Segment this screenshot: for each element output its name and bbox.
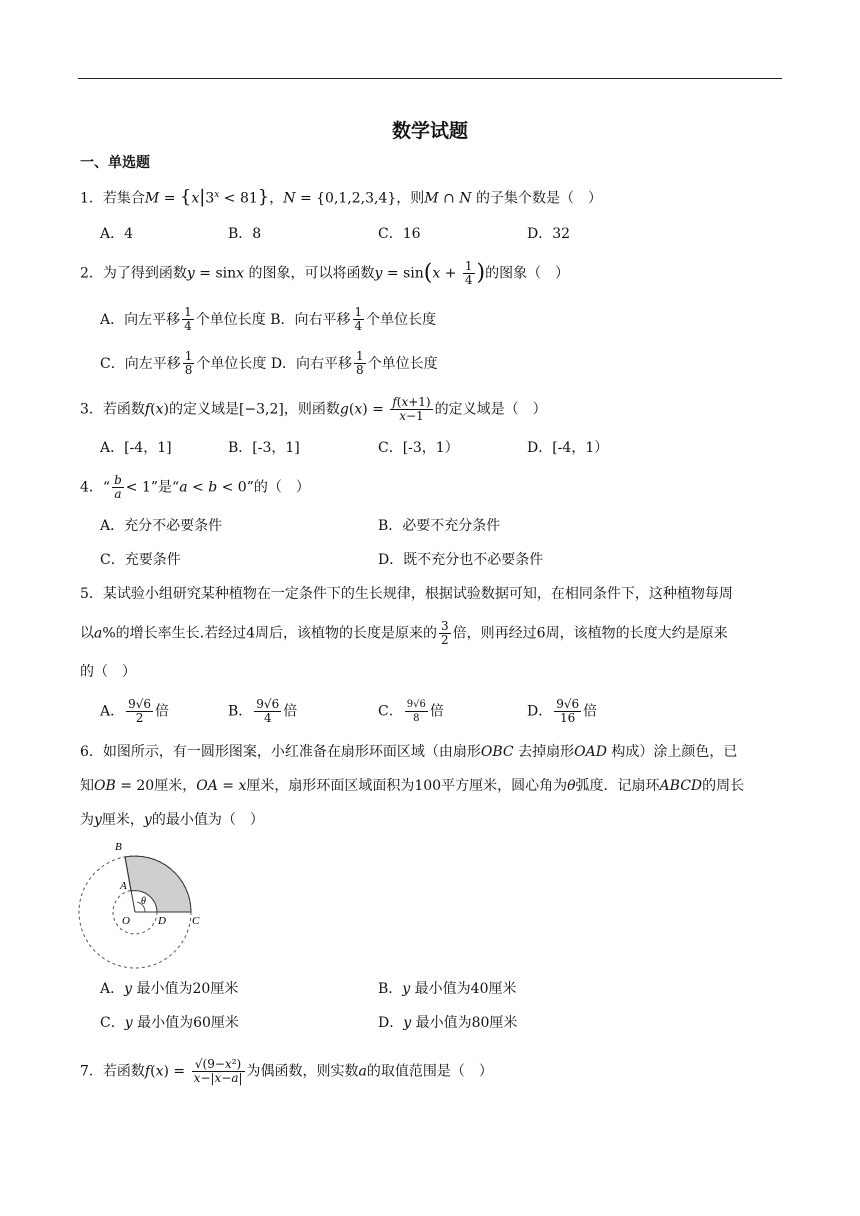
q4-option-a[interactable]: A．充分不必要条件 (100, 518, 223, 534)
q2-option-b[interactable]: B．向右平移 $\frac{1}{4}$ 个单位长度 (270, 305, 437, 333)
q2-option-c[interactable]: C．向左平移 $\frac{1}{8}$ 个单位长度 (100, 349, 267, 377)
header-rule (78, 78, 782, 79)
question-6-line-1: 6．如图所示，有一圆形图案，小红准备在扇形环面区域（由扇形OBC 去掉扇形OAD 构成）涂上颜色，已 (80, 744, 738, 760)
label-o: O (122, 915, 130, 927)
q5-option-a[interactable]: A． $\frac{9√6}{2}$ 倍 (100, 697, 170, 725)
q1-option-b[interactable]: B．8 (228, 226, 262, 242)
q2-option-a[interactable]: A．向左平移 $\frac{1}{4}$ 个单位长度 (100, 305, 266, 333)
label-b: B (115, 841, 122, 853)
question-5-line-3: 的（ ） (80, 664, 136, 680)
question-6-line-3: 为y厘米，y的最小值为（ ） (80, 812, 264, 828)
question-7: 7．若函数f(x) = $\frac{\text{√(9−x²)}}{x-|x-a|}$ 为偶函数，则实数a的取值范围是（ ） (80, 1057, 493, 1085)
q3-option-a[interactable]: A．[-4，1] (100, 440, 172, 456)
q3-option-c[interactable]: C．[-3，1） (378, 440, 459, 456)
label-d: D (158, 915, 166, 927)
q2-options-ab (100, 306, 436, 333)
question-5-line-2: 以a%的增长率生长.若经过4周后，该植物的长度是原来的 $\frac{3}{2}$ 倍，则再经过6周，该植物的长度大约是原来 (80, 619, 728, 647)
label-theta: θ (141, 896, 146, 907)
page-title: 数学试题 (391, 120, 468, 142)
q5-option-d[interactable]: D． $\frac{9√6}{16}$ 倍 (527, 697, 598, 725)
question-6-line-2: 知OB = 20厘米，OA = x厘米，扇形环面区域面积为100平方厘米，圆心角为θ弧度．记扇环ABCD的周长 (80, 778, 745, 794)
q2-options-cd (100, 350, 438, 377)
label-c: C (192, 915, 200, 927)
q1-option-c[interactable]: C．16 (378, 226, 421, 242)
q5-option-b[interactable]: B． $\frac{9√6}{4}$ 倍 (228, 697, 298, 725)
q6-option-a[interactable]: A．y 最小值为20厘米 (100, 981, 239, 997)
question-5-line-1: 5．某试验小组研究某种植物在一定条件下的生长规律，根据试验数据可知，在相同条件下，这种植物每周 (80, 586, 733, 602)
question-1: 1．若集合$M = \{x|3^x < 81\}$，N = {0,1,2,3,4}，则M ∩ N 的子集个数是（ ） (80, 186, 602, 208)
q3-option-d[interactable]: D．[-4，1） (527, 440, 609, 456)
q6-option-b[interactable]: B．y 最小值为40厘米 (378, 981, 517, 997)
question-4: 4．“ $\frac{b}{a}$ < 1”是“a < b < 0”的（ ） (80, 473, 310, 501)
label-a: A (120, 880, 127, 892)
q6-option-c[interactable]: C．y 最小值为60厘米 (100, 1015, 239, 1031)
question-3: 3．若函数f(x)的定义域是[−3,2]，则函数g(x) = $\frac{f(x+1)}{x-1}$ 的定义域是（ ） (80, 395, 547, 423)
q1-option-a[interactable]: A．4 (100, 226, 134, 242)
q5-option-c[interactable]: C． $\frac{9√6}{8}$ 倍 (378, 699, 444, 724)
q4-option-b[interactable]: B．必要不充分条件 (378, 518, 501, 534)
q1-option-d[interactable]: D．32 (527, 226, 571, 242)
question-2: 2．为了得到函数y = sinx 的图象，可以将函数y = sin(x + $\frac{1}{4}$ )的图象（ ） (80, 259, 570, 287)
shaded-sector-ring (125, 856, 191, 912)
q4-option-d[interactable]: D．既不充分也不必要条件 (378, 552, 544, 568)
q6-option-d[interactable]: D．y 最小值为80厘米 (378, 1015, 518, 1031)
q3-option-b[interactable]: B．[-3，1] (228, 440, 300, 456)
q2-option-d[interactable]: D．向右平移 $\frac{1}{8}$ 个单位长度 (270, 349, 438, 377)
section-heading: 一、单选题 (80, 155, 150, 171)
q4-option-c[interactable]: C．充要条件 (100, 552, 181, 568)
sector-ring-figure (78, 836, 230, 972)
